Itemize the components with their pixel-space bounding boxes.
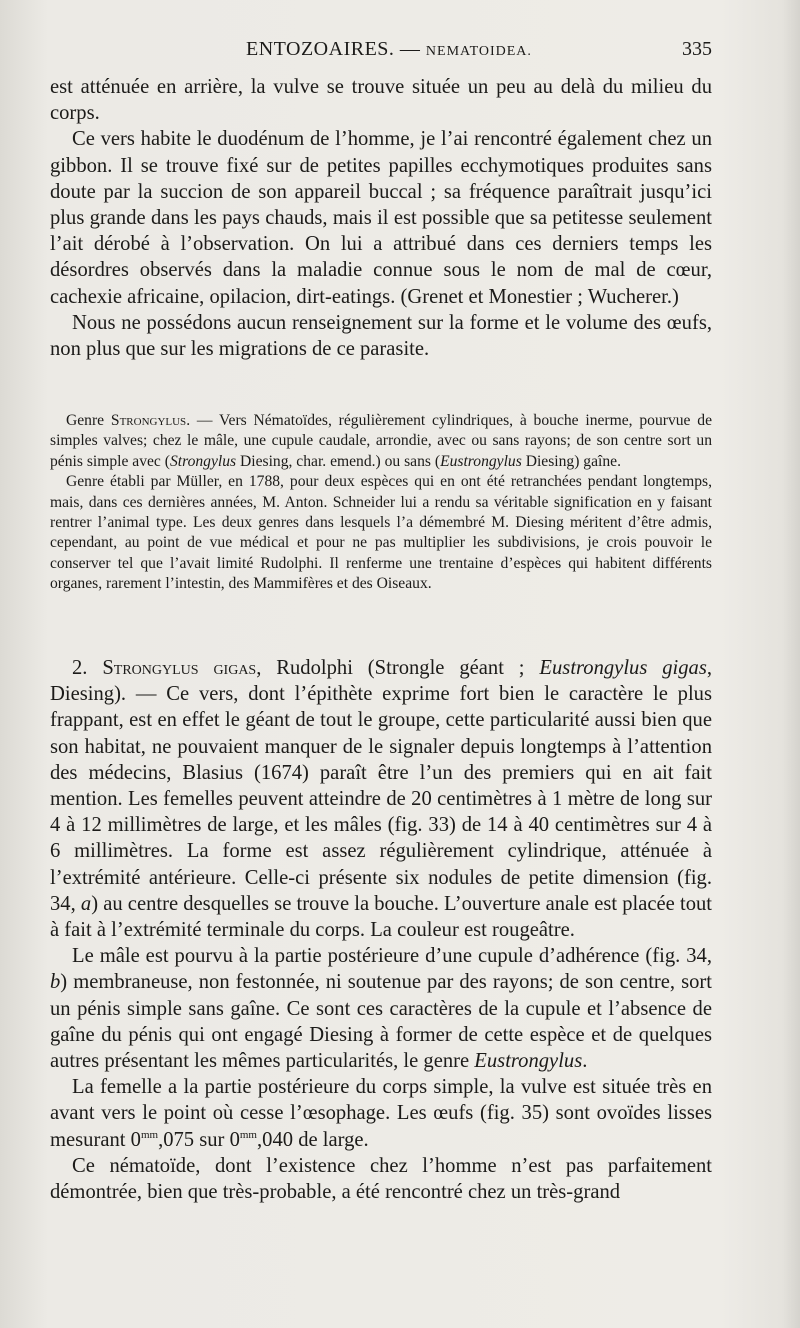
paragraph-female bbox=[50, 1074, 712, 1153]
paragraph-strongylus-gigas bbox=[50, 655, 712, 943]
species-name: Strongylus gigas bbox=[102, 657, 257, 679]
text-block-2 bbox=[50, 655, 712, 1205]
header-title: ENTOZOAIRES. bbox=[246, 38, 395, 60]
genus-description-block bbox=[50, 411, 712, 595]
paragraph-continuation: est atténuée en arrière, la vulve se trouve située un peu au delà du milieu du corps. bbox=[50, 76, 712, 125]
female-text-b: ,075 sur 0 bbox=[158, 1128, 240, 1151]
male-text-a: Le mâle est pourvu à la partie postérieure d’une cupule d’adhérence (fig. 34, bbox=[72, 945, 712, 968]
male-genus-italic: Eustrongylus bbox=[474, 1050, 583, 1073]
genus-italic-eustrongylus: Eustrongylus bbox=[440, 452, 522, 470]
paragraph-male bbox=[50, 943, 712, 1074]
genus-lead: Genre bbox=[66, 412, 111, 429]
genus-text-b: Diesing, char. emend.) ou sans ( bbox=[236, 452, 441, 470]
species-text-a: , Rudolphi (Strongle géant ; bbox=[256, 657, 540, 679]
unit-superscript-1: mm bbox=[140, 1128, 159, 1141]
running-title bbox=[246, 38, 532, 61]
header-dash: — bbox=[399, 38, 421, 60]
page-number: 335 bbox=[682, 38, 712, 60]
female-text-c: ,040 de large. bbox=[257, 1128, 369, 1151]
genus-italic-strongylus: Strongylus bbox=[169, 452, 237, 470]
figure-letter-b: b bbox=[50, 971, 61, 994]
running-header bbox=[50, 38, 712, 68]
paragraph-habitat: Ce vers habite le duodénum de l’homme, je l’ai rencontré également chez un gibbon. Il se trouve fixé sur de petites papilles ecchymotiques produites sans doute par la succion de son appareil buccal ; sa fréquence paraîtrait jusqu’ici plus grande dans les pays chauds, mais il est possible que sa petitesse seulement l’ait dérobé à l’observation. On lui a attribué dans ces derniers temps les désordres observés dans la maladie connue sous le nom de mal de cœur, cachexie africaine, opilacion, dirt-eatings. (Grenet et Monestier ; Wucherer.) bbox=[50, 128, 712, 308]
text-block-1 bbox=[50, 74, 712, 362]
species-number: 2. bbox=[72, 657, 103, 679]
paragraph-eggs: Nous ne possédons aucun renseignement sur la forme et le volume des œufs, non plus que sur les migrations de ce parasite. bbox=[50, 311, 712, 361]
unit-superscript-2: mm bbox=[239, 1128, 257, 1141]
paragraph-final: Ce nématoïde, dont l’existence chez l’homme n’est pas parfaitement démontrée, bien que très-probable, a été rencontré chez un très-grand bbox=[50, 1154, 712, 1204]
header-subtitle: NEMATOIDEA. bbox=[425, 44, 532, 59]
figure-letter-a: a bbox=[80, 892, 92, 915]
species-text-b: , Diesing). — Ce vers, dont l’épithète exprime fort bien le caractère le plus frappant, est en effet le géant de tout le groupe, cette particularité aussi bien que son habitat, ne pouvaient manquer de le signaler depuis longtemps à l’attention des médecins, Blasius (1674) paraît être l’un des premiers qui en ait fait mention. Les femelles peuvent atteindre de 20 centimètres à 1 mètre de long sur 4 à 12 millimètres de large, et les mâles (fig. 33) de 14 à 40 centimètres sur 4 à 6 millimètres. La forme est assez régulièrement cylindrique, atténuée à l’extrémité antérieure. Celle-ci présente six nodules de petite dimension (fig. 34, bbox=[50, 657, 713, 915]
genus-name: Strongylus bbox=[110, 412, 187, 429]
page-gutter-shadow bbox=[782, 0, 800, 1328]
genus-text-a: . — Vers Nématoïdes, régulièrement cylindriques, à bouche inerme, pourvue de simples valves; chez le mâle, une cupule caudale, arrondie, avec ou sans rayons; de son centre sort un pénis simple avec ( bbox=[50, 412, 712, 470]
species-text-c: ) au centre desquelles se trouve la bouche. L’ouverture anale est placée tout à fait à l’extrémité terminale du corps. La couleur est rougeâtre. bbox=[50, 892, 713, 942]
male-text-c: . bbox=[582, 1050, 588, 1073]
male-text-b: ) membraneuse, non festonnée, ni soutenue par des rayons; de son centre, sort un pénis simple sans gaîne. Ce sont ces caractères de la cupule et l’absence de gaîne du pénis qui ont engagé Diesing à former de cette espèce et de quelques autres présentant les mêmes particularités, le genre bbox=[50, 971, 712, 1073]
genus-text-c: Diesing) gaîne. bbox=[521, 452, 621, 470]
genus-definition bbox=[50, 411, 712, 472]
genus-history: Genre établi par Müller, en 1788, pour deux espèces qui en ont été retranchées pendant longtemps, mais, dans ces dernières années, M. Anton. Schneider lui a rendu sa véritable signification en y faisant rentrer l’animal type. Les deux genres dans lesquels l’a démembré M. Diesing méritent d’être admis, cependant, au point de vue médical et pour ne pas multiplier les subdivisions, je crois pouvoir le conserver tel que l’avait limité Rudolphi. Il renferme une trentaine d’espèces qui habitent différents organes, rarement l’intestin, des Mammifères et des Oiseaux. bbox=[50, 473, 712, 593]
female-text-a: La femelle a la partie postérieure du corps simple, la vulve est située très en avant vers le point où cesse l’œsophage. Les œufs (fig. 35) sont ovoïdes lisses mesurant 0 bbox=[50, 1076, 712, 1151]
species-synonym: Eustrongylus gigas bbox=[539, 657, 707, 679]
